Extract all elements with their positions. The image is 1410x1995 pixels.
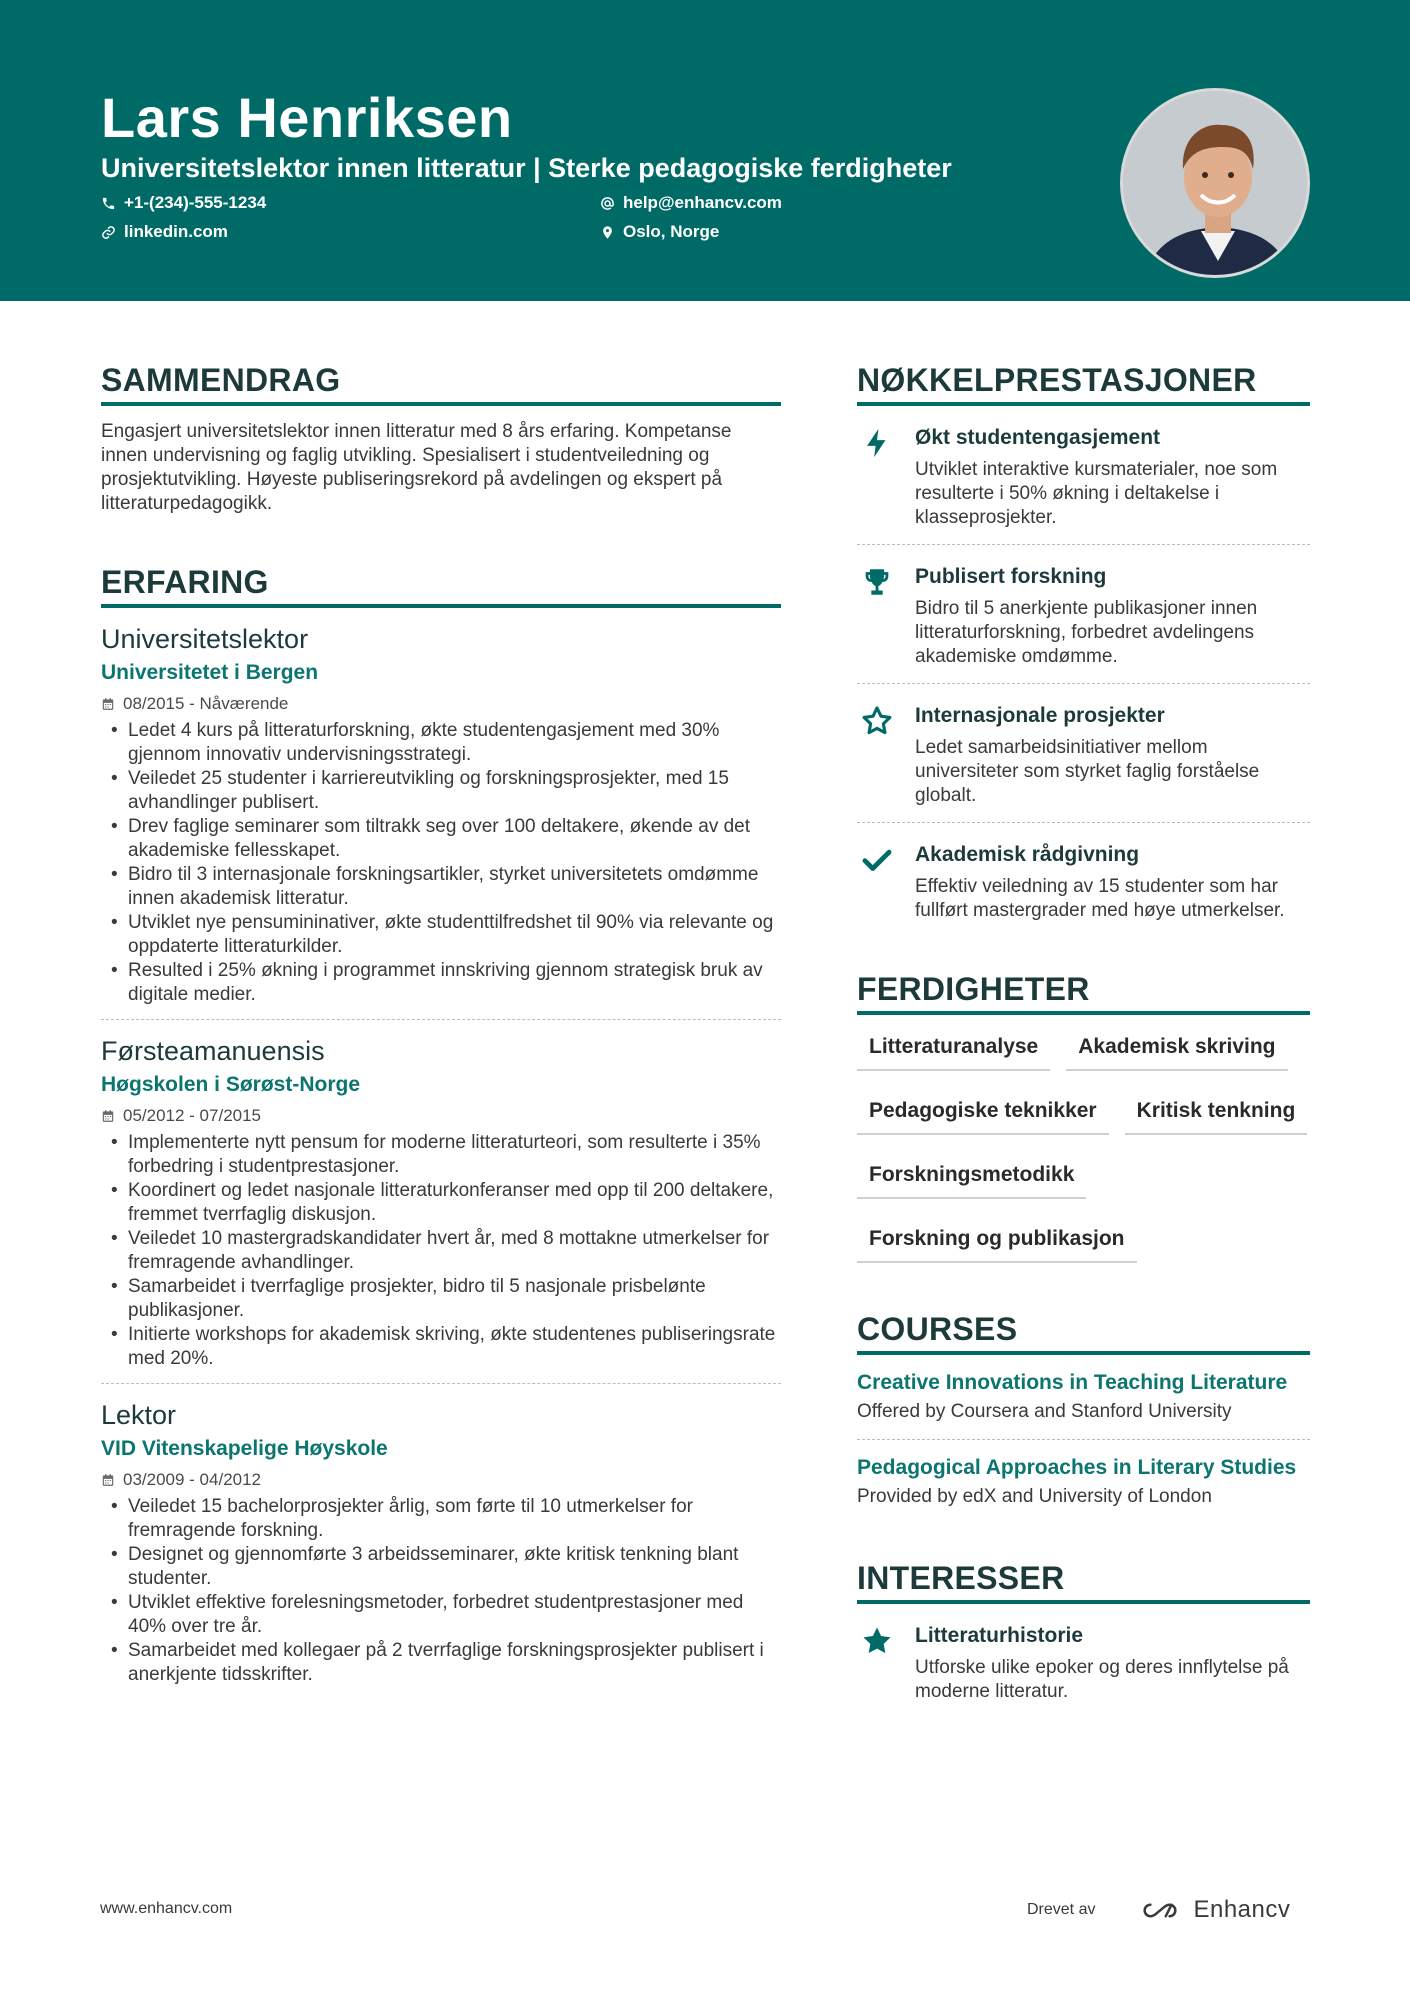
skill-tag: Forskningsmetodikk — [857, 1161, 1086, 1199]
checkmark-icon — [860, 843, 894, 877]
skills-heading: FERDIGHETER — [857, 969, 1310, 1015]
summary-section — [101, 360, 781, 516]
job-dates — [101, 1468, 781, 1492]
email-link[interactable]: help@enhancv.com — [623, 193, 782, 212]
interests-section — [857, 1558, 1310, 1718]
at-icon — [600, 196, 615, 211]
job-title: Lektor — [101, 1400, 177, 1430]
bullet: • Veiledet 15 bachelorprosjekter årlig, som førte til 10 utmerkelser for fremragende forskning. — [101, 1495, 781, 1543]
candidate-headline: Universitetslektor innen litteratur | Sterke pedagogiske ferdigheter — [101, 153, 952, 183]
job-title: Universitetslektor — [101, 624, 309, 654]
achievement-title: Publisert forskning — [915, 565, 1107, 588]
achievement-desc: Effektiv veiledning av 15 studenter som har fullført mastergrader med høye utmerkelser. — [915, 876, 1285, 921]
job-dates-text: 08/2015 - Nåværende — [123, 694, 289, 713]
bullet: • Veiledet 25 studenter i karriereutvikling og forskningsprosjekter, med 15 avhandlinger publisert. — [101, 767, 781, 815]
achievement-title: Internasjonale prosjekter — [915, 704, 1165, 727]
interest-desc: Utforske ulike epoker og deres innflytelse på moderne litteratur. — [915, 1657, 1289, 1702]
footer-branding — [1027, 1896, 1290, 1924]
job-bullets — [101, 1495, 781, 1687]
bullet: • Samarbeidet i tverrfaglige prosjekter, bidro til 5 nasjonale prisbelønte publikasjoner. — [101, 1275, 781, 1323]
enhancv-logo-icon — [1137, 1899, 1183, 1922]
link-icon — [101, 225, 116, 240]
achievement-item — [857, 684, 1310, 823]
courses-section — [857, 1309, 1310, 1524]
bullet: • Utviklet effektive forelesningsmetoder, forbedret studentprestasjoner med 40% over tre år. — [101, 1591, 781, 1639]
achievement-item — [857, 545, 1310, 684]
experience-section — [101, 562, 781, 1699]
linkedin-link[interactable]: linkedin.com — [124, 222, 228, 241]
job-dates — [101, 1104, 781, 1128]
job-entry — [101, 622, 781, 1020]
job-dates-text: 05/2012 - 07/2015 — [123, 1106, 262, 1125]
company-name: Universitetet i Bergen — [101, 661, 319, 684]
summary-heading: SAMMENDRAG — [101, 360, 781, 406]
powered-by-label: Drevet av — [1027, 1901, 1096, 1918]
job-dates-text: 03/2009 - 04/2012 — [123, 1470, 262, 1489]
skill-tag: Litteraturanalyse — [857, 1033, 1050, 1071]
bullet: • Samarbeidet med kollegaer på 2 tverrfaglige forskningsprosjekter publisert i anerkjente tidsskrifter. — [101, 1639, 781, 1687]
bullet: • Implementerte nytt pensum for moderne litteraturteori, som resulterte i 35% forbedring i studentprestasjoner. — [101, 1131, 781, 1179]
location-text: Oslo, Norge — [623, 222, 720, 241]
skill-tag: Kritisk tenkning — [1125, 1097, 1308, 1135]
course-title: Pedagogical Approaches in Literary Studies — [857, 1456, 1297, 1479]
contact-location — [600, 220, 719, 244]
job-dates — [101, 692, 781, 716]
location-pin-icon — [600, 225, 615, 240]
bullet: • Utviklet nye pensumininativer, økte studenttilfredshet til 90% via relevante og oppdaterte litteraturkilder. — [101, 911, 781, 959]
bullet: • Drev faglige seminarer som tiltrakk seg over 100 deltakere, økende av det akademiske fellesskapet. — [101, 815, 781, 863]
skill-tag: Pedagogiske teknikker — [857, 1097, 1109, 1135]
skills-section — [857, 969, 1310, 1263]
calendar-icon — [101, 697, 115, 711]
achievement-desc: Utviklet interaktive kursmaterialer, noe som resulterte i 50% økning i deltakelse i klasseprosjekter. — [915, 459, 1278, 528]
star-icon — [860, 1624, 894, 1658]
bullet: • Veiledet 10 mastergradskandidater hvert år, med 8 mottakne utmerkelser for fremragende avhandlinger. — [101, 1227, 781, 1275]
courses-heading: COURSES — [857, 1309, 1310, 1355]
profile-photo — [1120, 88, 1310, 278]
course-item — [857, 1440, 1310, 1524]
job-bullets — [101, 1131, 781, 1371]
calendar-icon — [101, 1109, 115, 1123]
achievement-item — [857, 406, 1310, 545]
skill-tag: Akademisk skriving — [1066, 1033, 1287, 1071]
achievements-section — [857, 360, 1310, 937]
job-entry — [101, 1034, 781, 1384]
job-entry — [101, 1398, 781, 1699]
achievement-item — [857, 823, 1310, 937]
star-outline-icon — [860, 704, 894, 738]
trophy-icon — [860, 565, 894, 599]
left-column — [101, 360, 781, 1699]
phone-icon — [101, 196, 116, 211]
contact-email — [600, 191, 782, 215]
interest-item — [857, 1604, 1310, 1718]
bullet: • Ledet 4 kurs på litteraturforskning, økte studentengasjement med 30% gjennom innovativ undervisningsstrategi. — [101, 719, 781, 767]
achievement-title: Økt studentengasjement — [915, 426, 1161, 449]
course-title: Creative Innovations in Teaching Literature — [857, 1371, 1288, 1394]
calendar-icon — [101, 1473, 115, 1487]
footer-website[interactable]: www.enhancv.com — [100, 1900, 233, 1917]
course-provider: Offered by Coursera and Stanford University — [857, 1401, 1232, 1422]
job-title: Førsteamanuensis — [101, 1036, 325, 1066]
interest-title: Litteraturhistorie — [915, 1624, 1084, 1647]
course-provider: Provided by edX and University of London — [857, 1486, 1212, 1507]
summary-text: Engasjert universitetslektor innen litteratur med 8 års erfaring. Kompetanse innen undervisning og faglig utvikling. Spesialisert i studentveiledning og prosjektutvikling. Høyeste publiseringsrekord på avdelingen og ekspert på litteraturpedagogikk. — [101, 421, 732, 514]
bullet: • Initierte workshops for akademisk skriving, økte studentenes publiseringsrate med 20%. — [101, 1323, 781, 1371]
bullet: • Bidro til 3 internasjonale forskningsartikler, styrket universitetets omdømme innen akademisk litteratur. — [101, 863, 781, 911]
right-column — [857, 360, 1310, 1718]
job-bullets — [101, 719, 781, 1007]
achievement-title: Akademisk rådgivning — [915, 843, 1140, 866]
bullet: • Designet og gjennomførte 3 arbeidsseminarer, økte kritisk tenkning blant studenter. — [101, 1543, 781, 1591]
bullet: • Koordinert og ledet nasjonale litteraturkonferanser med opp til 200 deltakere, fremmet tverrfaglig diskusjon. — [101, 1179, 781, 1227]
skill-tag: Forskning og publikasjon — [857, 1225, 1137, 1263]
brand-name: Enhancv — [1193, 1896, 1291, 1923]
company-name: VID Vitenskapelige Høyskole — [101, 1437, 388, 1460]
skills-list — [857, 1033, 1310, 1263]
resume-header — [0, 0, 1410, 301]
candidate-name: Lars Henriksen — [101, 86, 513, 149]
achievements-heading: NØKKELPRESTASJONER — [857, 360, 1310, 406]
contact-linkedin — [101, 220, 228, 244]
bolt-icon — [860, 426, 894, 460]
achievement-desc: Bidro til 5 anerkjente publikasjoner innen litteraturforskning, forbedret avdelingens akademiske omdømme. — [915, 598, 1258, 667]
contact-phone — [101, 191, 266, 215]
course-item — [857, 1355, 1310, 1440]
company-name: Høgskolen i Sørøst-Norge — [101, 1073, 361, 1096]
phone-text[interactable]: +1-(234)-555-1234 — [124, 193, 267, 212]
interests-heading: INTERESSER — [857, 1558, 1310, 1604]
experience-heading: ERFARING — [101, 562, 781, 608]
brand-logo[interactable] — [1137, 1896, 1290, 1924]
achievement-desc: Ledet samarbeidsinitiativer mellom universiteter som styrket faglig forståelse globalt. — [915, 737, 1260, 806]
bullet: • Resulted i 25% økning i programmet innskriving gjennom strategisk bruk av digitale medier. — [101, 959, 781, 1007]
